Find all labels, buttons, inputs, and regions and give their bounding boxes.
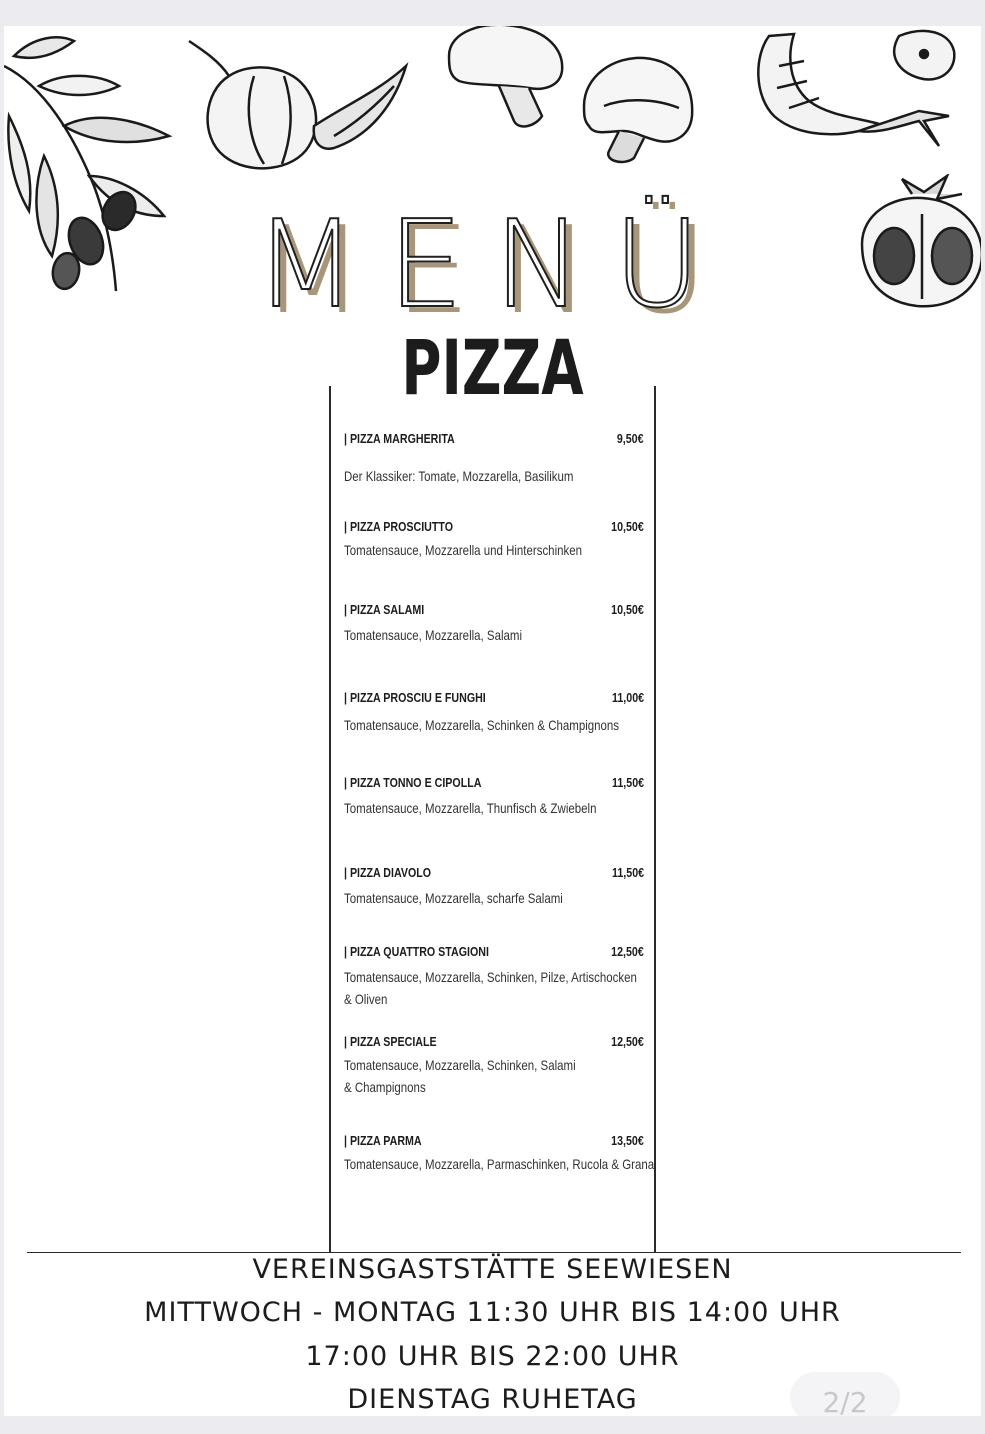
item-description: Tomatensauce, Mozzarella, Schinken, Pilze, Artischocken & Oliven <box>344 969 637 1007</box>
item-name: | PIZZA TONNO E CIPOLLA <box>344 775 482 790</box>
item-name: | PIZZA DIAVOLO <box>344 865 432 880</box>
item-description: Tomatensauce, Mozzarella, scharfe Salami <box>344 890 563 906</box>
footer-closed-day: DIENSTAG RUHETAG <box>347 1384 638 1415</box>
section-title: PIZZA <box>401 323 584 412</box>
item-description: Der Klassiker: Tomate, Mozzarella, Basilikum <box>344 468 574 484</box>
footer-hours: MITTWOCH - MONTAG 11:30 UHR BIS 14:00 UHR <box>144 1297 841 1328</box>
shrimp-icon <box>749 26 981 156</box>
item-description: Tomatensauce, Mozzarella, Thunfisch & Zwiebeln <box>344 800 597 816</box>
item-name: | PIZZA PARMA <box>344 1133 422 1148</box>
mushroom-icon <box>444 26 704 166</box>
footer-divider <box>27 1252 961 1253</box>
item-description: Tomatensauce, Mozzarella, Salami <box>344 627 523 643</box>
item-price: 12,50€ <box>611 1034 644 1049</box>
item-description: Tomatensauce, Mozzarella, Schinken & Champignons <box>344 717 620 733</box>
item-name: | PIZZA PROSCIU E FUNGHI <box>344 690 486 705</box>
item-description: Tomatensauce, Mozzarella, Parmaschinken, Rucola & Grana <box>344 1156 655 1172</box>
menu-title: MENÜ <box>254 196 731 335</box>
item-price: 11,00€ <box>611 690 644 705</box>
menu-page <box>4 26 981 1416</box>
item-name: | PIZZA PROSCIUTTO <box>344 519 453 534</box>
item-price: 11,50€ <box>611 865 644 880</box>
item-name: | PIZZA SPECIALE <box>344 1034 437 1049</box>
garlic-icon <box>184 36 414 176</box>
item-description: Tomatensauce, Mozzarella und Hinterschinken <box>344 542 583 558</box>
left-divider <box>329 386 331 1252</box>
item-price: 10,50€ <box>611 519 644 534</box>
item-price: 11,50€ <box>611 775 644 790</box>
page-indicator: 2/2 <box>790 1372 900 1422</box>
item-price: 13,50€ <box>611 1133 644 1148</box>
item-name: | PIZZA MARGHERITA <box>344 431 455 446</box>
right-divider <box>654 386 656 1252</box>
item-name: | PIZZA QUATTRO STAGIONI <box>344 944 489 959</box>
item-description: Tomatensauce, Mozzarella, Schinken, Salami & Champignons <box>344 1057 576 1095</box>
item-price: 10,50€ <box>611 602 644 617</box>
item-price: 12,50€ <box>611 944 644 959</box>
footer-hours-evening: 17:00 UHR BIS 22:00 UHR <box>305 1341 680 1372</box>
footer-venue: VEREINSGASTSTÄTTE SEEWIESEN <box>252 1254 733 1285</box>
item-name: | PIZZA SALAMI <box>344 602 425 617</box>
item-price: 9,50€ <box>617 431 644 446</box>
